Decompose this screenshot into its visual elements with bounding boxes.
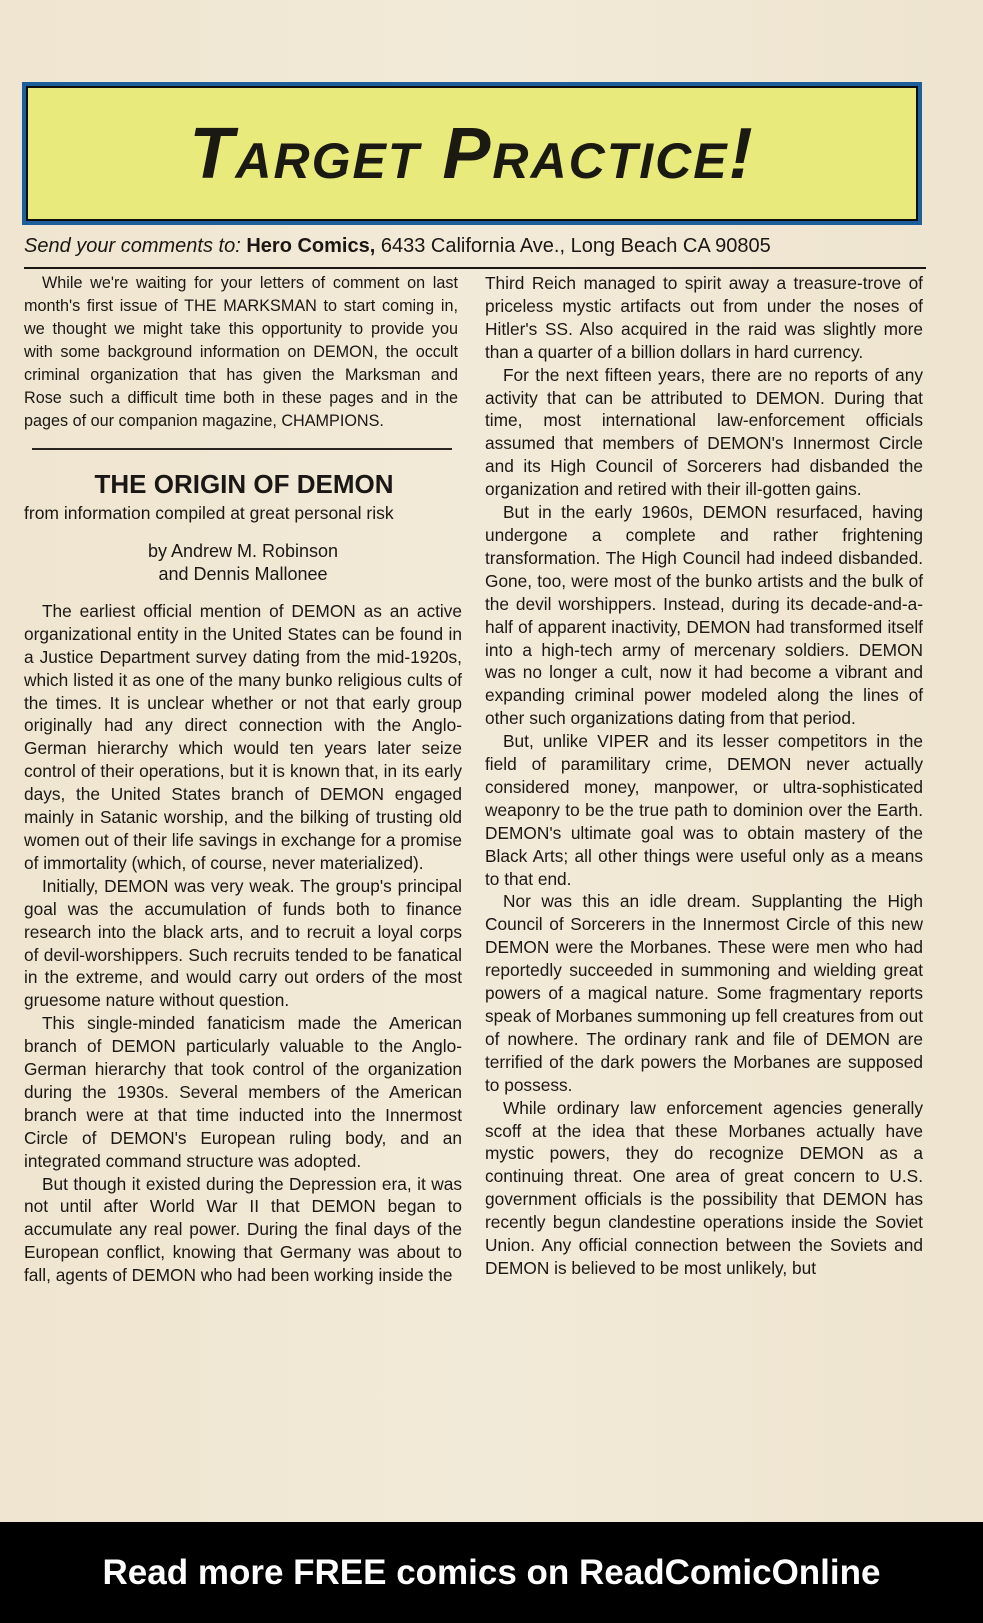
title-banner-inner bbox=[26, 86, 918, 221]
body-paragraph: The earliest official mention of DEMON as an active organizational entity in the United States can be found in a Justice Department survey dating from the mid-1920s, which listed it as one of the many bunko religious cults of the times. It is unclear whether or not that early group originally had any direct connection with the Anglo-German hierarchy which would ten years later seize control of their operations, but it is known that, in its early days, the United States branch of DEMON engaged mainly in Satanic worship, and the bilking of trusting old women out of their life savings in exchange for a promise of immortality (which, of course, never materialized). bbox=[24, 600, 462, 873]
body-paragraph: But, unlike VIPER and its lesser competitors in the field of paramilitary crime, DEMON never actually considered money, manpower, or ultra-sophisticated weaponry to be the true path to dominion over the Earth. DEMON's ultimate goal was to obtain mastery of the Black Arts; all other things were useful only as a means to that end. bbox=[485, 731, 923, 889]
body-paragraph: Initially, DEMON was very weak. The group's principal goal was the accumulation of funds both to finance research into the black arts, and to recruit a loyal corps of devil-worshippers. Such recruits tended to be fanatical in the extreme, and would carry out orders of the most gruesome nature without question. bbox=[24, 875, 462, 1011]
footer-text[interactable]: Read more FREE comics on ReadComicOnline bbox=[102, 1552, 881, 1592]
body-paragraph: But in the early 1960s, DEMON resurfaced, having undergone a complete and rather frightening transformation. The High Council had indeed disbanded. Gone, too, were most of the bunko artists and the bulk of the devil worshippers. Instead, during its decade-and-a-half of apparent inactivity, DEMON had transformed itself into a high-tech army of mercenary soldiers. DEMON was no longer a cult, now it had become a vibrant and expanding criminal power modeled along the lines of other such organizations dating from that period. bbox=[485, 502, 923, 729]
byline-line-1: by Andrew M. Robinson bbox=[147, 540, 339, 561]
byline-line-2: and Dennis Mallonee bbox=[158, 563, 328, 584]
send-comments-line bbox=[24, 235, 926, 258]
left-column bbox=[24, 272, 462, 1287]
right-column bbox=[485, 272, 923, 1280]
publisher-address: 6433 California Ave., Long Beach CA 90805 bbox=[380, 235, 771, 257]
article-title: THE ORIGIN OF DEMON bbox=[94, 469, 394, 499]
article-byline bbox=[24, 540, 462, 586]
site-footer-banner[interactable] bbox=[0, 1522, 983, 1623]
body-paragraph: Third Reich managed to spirit away a treasure-trove of priceless mystic artifacts out from under the noses of Hitler's SS. Also acquired in the raid was slightly more than a quarter of a billion dollars in hard currency. bbox=[485, 273, 923, 362]
title-banner bbox=[22, 82, 922, 225]
page-title: Target Practice! bbox=[189, 113, 755, 194]
left-body bbox=[24, 600, 462, 1287]
body-paragraph: This single-minded fanaticism made the American branch of DEMON particularly valuable to the Anglo-German hierarchy that took control of the organization during the 1930s. Several members of the American branch were at that time inducted into the Innermost Circle of DEMON's European ruling body, and an integrated command structure was adopted. bbox=[24, 1013, 462, 1171]
intro-paragraph: While we're waiting for your letters of comment on last month's first issue of THE MARKSMAN to start coming in, we thought we might take this opportunity to provide you with some background information on DEMON, the occult criminal organization that has given the Marksman and Rose such a difficult time both in these pages and in the pages of our companion magazine, CHAMPIONS. bbox=[24, 274, 458, 430]
section-divider bbox=[32, 448, 452, 450]
body-paragraph: Nor was this an idle dream. Supplanting the High Council of Sorcerers in the Innermost Circle of this new DEMON were the Morbanes. These were men who had reportedly succeeded in summoning and wielding great powers of a magical nature. Some fragmentary reports speak of Morbanes summoning up fell creatures from out of nowhere. The ordinary rank and file of DEMON are terrified of the dark powers the Morbanes are supposed to possess. bbox=[485, 891, 923, 1095]
body-paragraph: For the next fifteen years, there are no reports of any activity that can be attributed to DEMON. During that time, most international law-enforcement officials assumed that members of DEMON's Innermost Circle and its High Council of Sorcerers had disbanded the organization and retired with their ill-gotten gains. bbox=[485, 364, 923, 500]
intro-block bbox=[24, 272, 458, 433]
body-paragraph: While ordinary law enforcement agencies generally scoff at the idea that these Morbanes actually have mystic powers, they do recognize DEMON as a continuing threat. One area of great concern to U.S. government officials is the possibility that DEMON has recently begun clandestine operations inside the Soviet Union. Any official connection between the Soviets and DEMON is believed to be most unlikely, but bbox=[485, 1097, 923, 1278]
header-rule bbox=[24, 267, 926, 269]
send-comments-lead: Send your comments to: bbox=[24, 235, 241, 257]
article-subtitle: from information compiled at great personal risk bbox=[24, 503, 394, 523]
publisher-name: Hero Comics, bbox=[246, 235, 376, 257]
body-paragraph: But though it existed during the Depression era, it was not until after World War II that DEMON began to accumulate any real power. During the final days of the European conflict, knowing that Germany was about to fall, agents of DEMON who had been working inside the bbox=[24, 1173, 462, 1286]
